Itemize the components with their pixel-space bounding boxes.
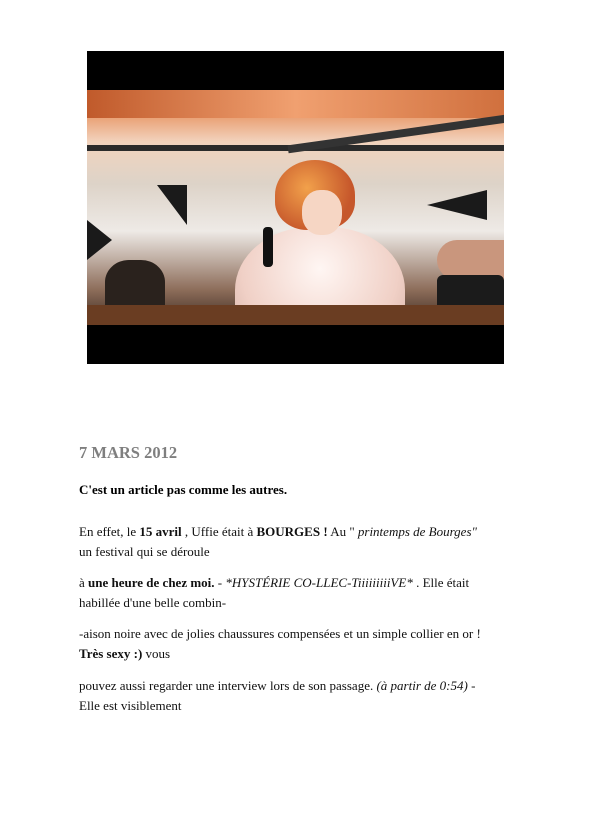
- article-headline: C'est un article pas comme les autres.: [79, 482, 288, 497]
- paragraph-3: -aison noire avec de jolies chaussures compensées et un simple collier en or ! Très sexy :) vous: [79, 626, 481, 661]
- singer-face: [302, 190, 342, 235]
- microphone-icon: [263, 227, 273, 267]
- video-thumbnail[interactable]: [87, 51, 504, 364]
- paragraph-4: pouvez aussi regarder une interview lors de son passage. (à partir de 0:54) - Elle est visiblement: [79, 678, 476, 713]
- paragraph-2: à une heure de chez moi. - *HYSTÉRIE CO-LLEC-TiiiiiiiiiVE* . Elle était habillée d'une belle combin-: [79, 575, 470, 610]
- paragraph-1: En effet, le 15 avril , Uffie était à BOURGES ! Au " printemps de Bourges" un festival qui se déroule: [79, 524, 477, 559]
- concert-photo: [87, 90, 504, 325]
- photographer-hand: [437, 240, 504, 280]
- article-date: 7 MARS 2012: [79, 443, 178, 462]
